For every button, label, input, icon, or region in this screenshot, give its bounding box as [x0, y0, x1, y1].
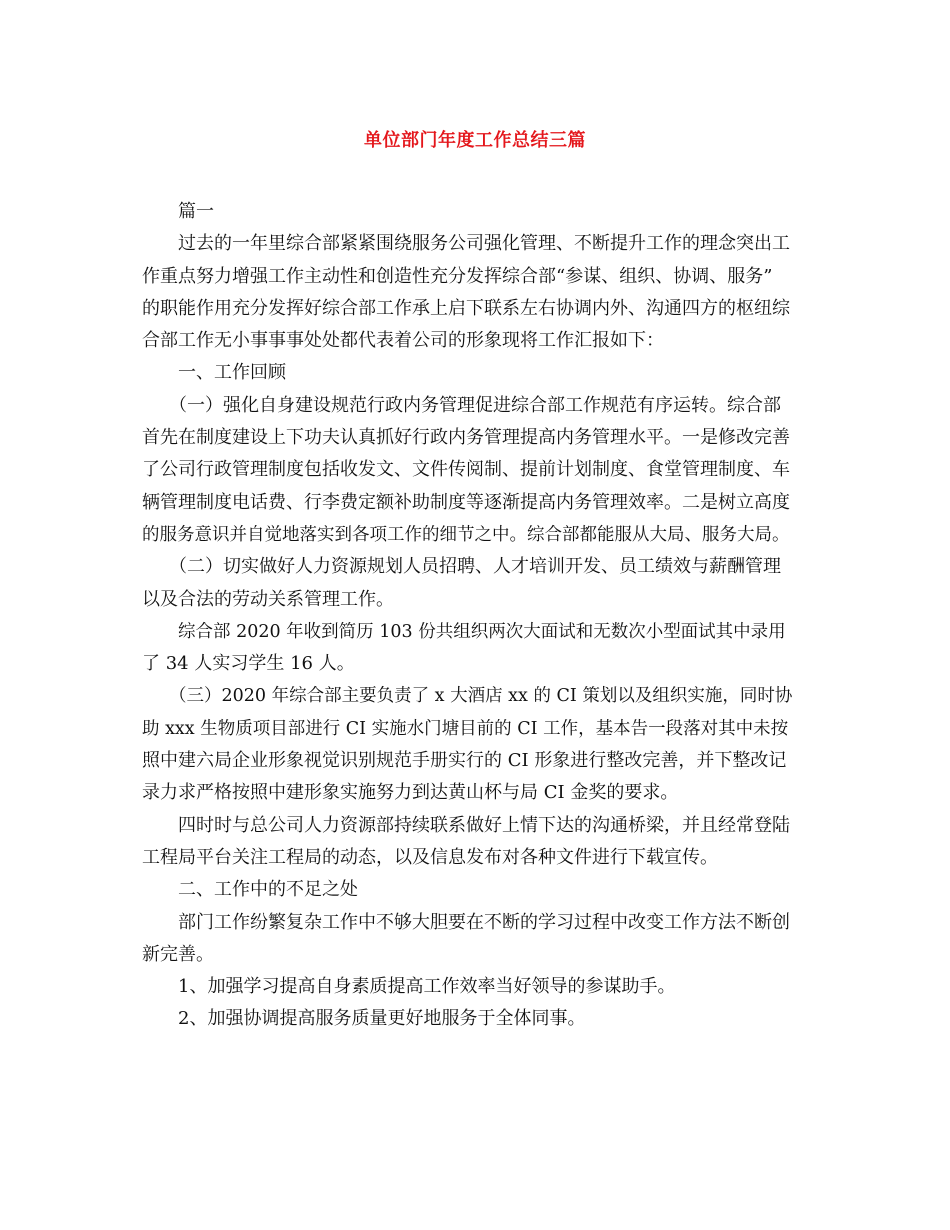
- text-line: 的职能作用充分发挥好综合部工作承上启下联系左右协调内外、沟通四方的枢纽综: [142, 297, 790, 319]
- text-line: 二、工作中的不足之处: [178, 879, 358, 901]
- text-line: 2、加强协调提高服务质量更好地服务于全体同事。: [178, 1008, 586, 1030]
- text-line: （一）强化自身建设规范行政内务管理促进综合部工作规范有序运转。综合部: [169, 394, 781, 416]
- text-line: 工程局平台关注工程局的动态，以及信息发布对各种文件进行下载宣传。: [142, 846, 718, 868]
- text-line: 合部工作无小事事事处处都代表着公司的形象现将工作汇报如下：: [142, 330, 664, 352]
- text-line: 了公司行政管理制度包括收发文、文件传阅制、提前计划制度、食堂管理制度、车: [142, 459, 790, 481]
- document-title: 单位部门年度工作总结三篇: [364, 130, 586, 151]
- text-line: 照中建六局企业形象视觉识别规范手册实行的 CI 形象进行整改完善，并下整改记: [142, 750, 787, 772]
- text-line: 部门工作纷繁复杂工作中不够大胆要在不断的学习过程中改变工作方法不断创: [178, 911, 790, 933]
- text-line: 作重点努力增强工作主动性和创造性充分发挥综合部“参谋、组织、协调、服务”: [142, 265, 773, 287]
- text-line: 四时时与总公司人力资源部持续联系做好上情下达的沟通桥梁，并且经常登陆: [178, 814, 790, 836]
- text-line: 篇一: [178, 201, 214, 222]
- text-line: 的服务意识并自觉地落实到各项工作的细节之中。综合部都能服从大局、服务大局。: [142, 524, 790, 545]
- text-line: 了 34 人实习学生 16 人。: [142, 653, 355, 675]
- document-body: [142, 196, 802, 1036]
- text-line: 1、加强学习提高自身素质提高工作效率当好领导的参谋助手。: [178, 976, 676, 998]
- text-line: 辆管理制度电话费、行李费定额补助制度等逐渐提高内务管理效率。二是树立高度: [142, 491, 790, 513]
- text-line: 过去的一年里综合部紧紧围绕服务公司强化管理、不断提升工作的理念突出工: [178, 233, 790, 255]
- text-line: 助 xxx 生物质项目部进行 CI 实施水门塘目前的 CI 工作，基本告一段落对其中未按: [142, 718, 789, 739]
- text-line: 一、工作回顾: [178, 362, 286, 384]
- text-line: （二）切实做好人力资源规划人员招聘、人才培训开发、员工绩效与薪酬管理: [169, 556, 781, 578]
- text-line: 综合部 2020 年收到简历 103 份共组织两次大面试和无数次小型面试其中录用: [178, 621, 786, 642]
- text-line: （三）2020 年综合部主要负责了 x 大酒店 xx 的 CI 策划以及组织实施，同时协: [169, 686, 793, 707]
- text-line: 新完善。: [142, 943, 214, 965]
- text-line: 以及合法的劳动关系管理工作。: [142, 588, 394, 610]
- text-line: 首先在制度建设上下功夫认真抓好行政内务管理提高内务管理水平。一是修改完善: [142, 427, 790, 449]
- text-line: 录力求严格按照中建形象实施努力到达黄山杯与局 CI 金奖的要求。: [142, 782, 679, 804]
